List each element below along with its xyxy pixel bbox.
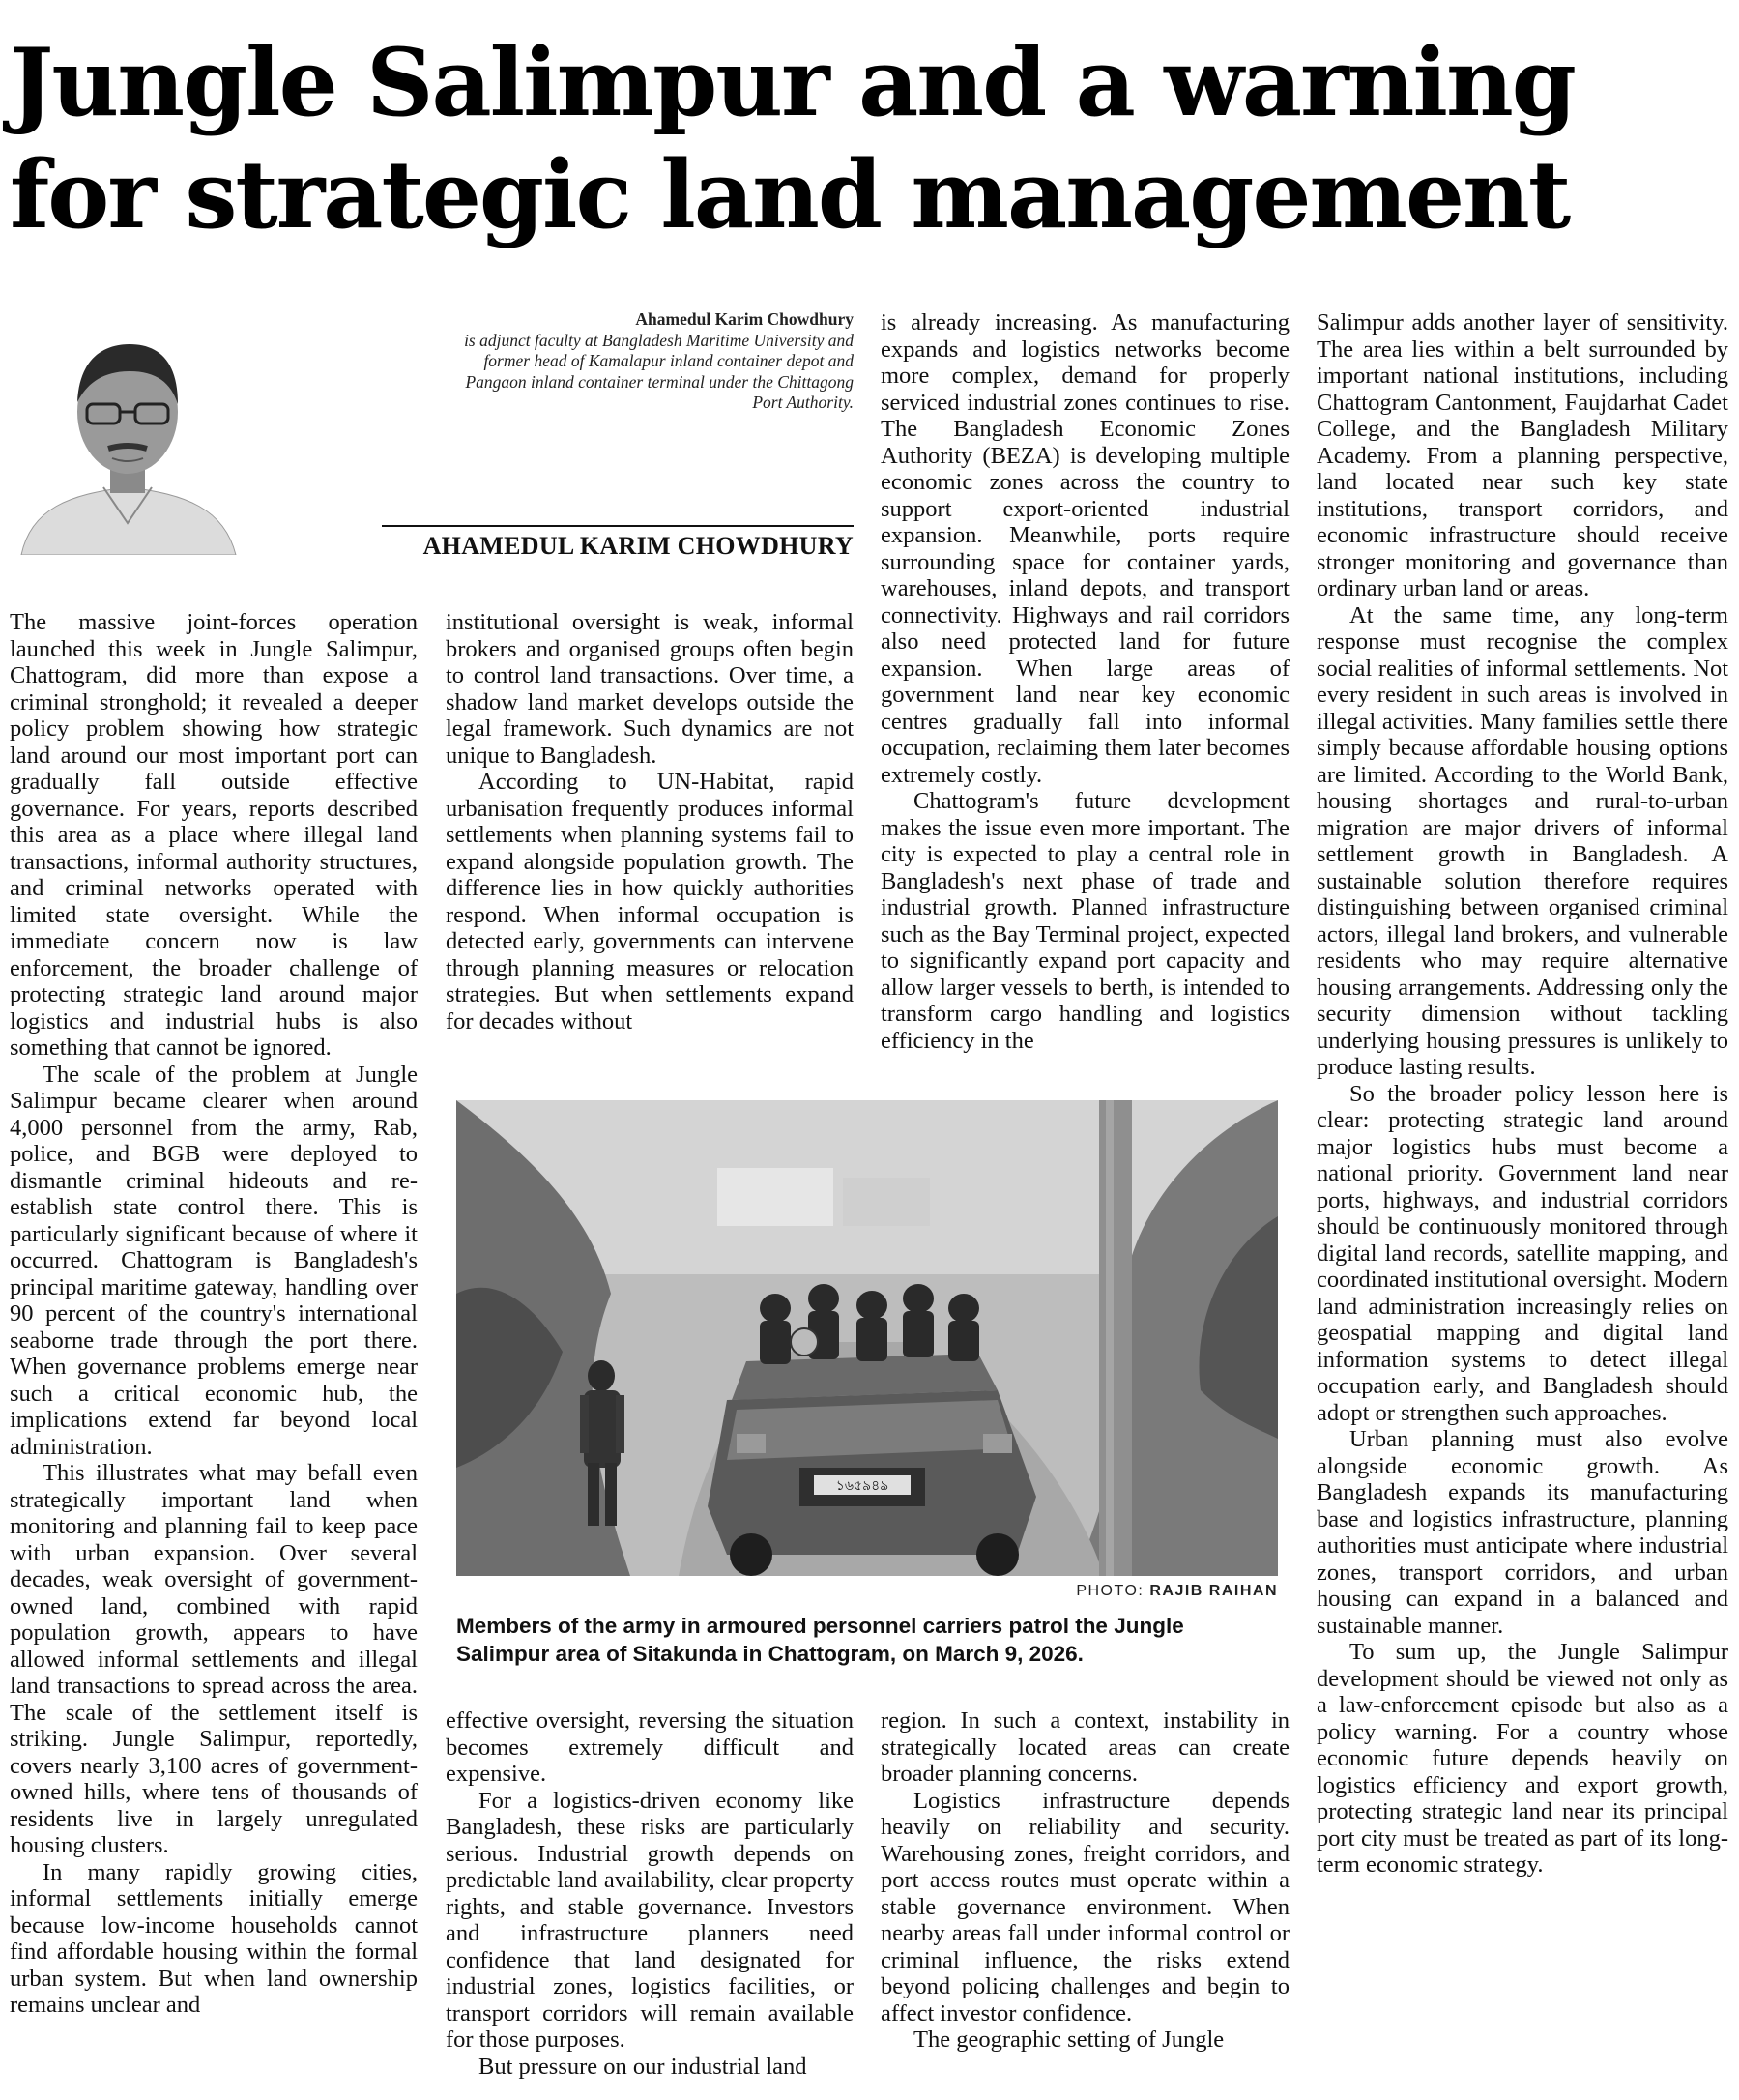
- paragraph: institutional oversight is weak, informal brokers and organised groups often begin to control land transactions. Over time, a shadow land market develops outside the legal framework. Such dynamics are not unique to Bangladesh.: [446, 609, 854, 769]
- paragraph: Logistics infrastructure depends heavily on reliability and security. Warehousing zones, freight corridors, and port access routes must operate within a stable governance environment. When nearby areas fall under informal control or criminal influence, the risks extend beyond policing challenges and begin to affect investor confidence.: [881, 1787, 1290, 2027]
- column-1: [10, 609, 418, 2019]
- author-bio: [462, 309, 854, 414]
- column-2-top: [446, 609, 854, 1035]
- paragraph: For a logistics-driven economy like Bangladesh, these risks are particularly serious. Industrial growth depends on predictable land availability, clear property rights, and stable governance. Investors and infrastructure planners need confidence that land designated for industrial zones, logistics facilities, or transport corridors will remain available for those purposes.: [446, 1787, 854, 2053]
- byline-rule: [382, 525, 854, 527]
- paragraph: The geographic setting of Jungle: [913, 2027, 1225, 2053]
- column-3-bottom: [881, 1707, 1290, 2054]
- paragraph: Urban planning must also evolve alongside economic growth. As Bangladesh expands its manufacturing base and logistics infrastructure, planning authorities must anticipate where industrial zones, transport corridors, and urban housing can expand in a balanced and sustainable manner.: [1317, 1426, 1728, 1639]
- byline: AHAMEDUL KARIM CHOWDHURY: [422, 532, 854, 560]
- photo-credit-name: RAJIB RAIHAN: [1149, 1583, 1278, 1599]
- paragraph: region. In such a context, instability in strategically located areas can create broader planning concerns.: [881, 1707, 1290, 1787]
- paragraph: Chattogram's future development makes the issue even more important. The city is expected to play a central role in Bangladesh's next phase of trade and industrial growth. Planned infrastructure such as the Bay Terminal project, expected to significantly expand port capacity and allow larger vessels to berth, is intended to transform cargo handling and logistics efficiency in the: [881, 788, 1290, 1054]
- photo-credit: [456, 1583, 1278, 1600]
- column-3-top: [881, 309, 1290, 1054]
- paragraph: Salimpur adds another layer of sensitivity. The area lies within a belt surrounded by important national institutions, including Chattogram Cantonment, Faujdarhat Cadet College, and the Bangladesh Military Academy. From a planning perspective, land located near such key state institutions, transport corridors, and economic infrastructure should receive stronger monitoring and governance than ordinary urban land or areas.: [1317, 309, 1728, 601]
- paragraph: This illustrates what may befall even strategically important land when monitoring and planning fail to keep pace with urban expansion. Over several decades, weak oversight of government-owned land, combined with rapid population growth, appears to have allowed informal settlements and illegal land transactions to spread across the area. The scale of the settlement itself is striking. Jungle Salimpur, reportedly, covers nearly 3,100 acres of government-owned hills, where tens of thousands of residents live in largely unregulated housing clusters.: [10, 1460, 418, 1858]
- vehicle-plate: ১৬৫৯৪৯: [835, 1478, 889, 1494]
- paragraph: In many rapidly growing cities, informal settlements initially emerge because low-income households cannot find affordable housing within the formal urban system. But when land ownership remains unclear and: [10, 1858, 418, 2018]
- paragraph: The massive joint-forces operation launched this week in Jungle Salimpur, Chattogram, did more than expose a criminal stronghold; it revealed a deeper policy problem showing how strategic land around our most important port can gradually fall outside effective governance. For years, reports described this area as a place where illegal land transactions, informal authority structures, and criminal networks operated with limited state oversight. While the immediate concern now is law enforcement, the broader challenge of protecting strategic land around major logistics and industrial hubs is also something that cannot be ignored.: [10, 609, 418, 1061]
- news-photo: [456, 1100, 1278, 1576]
- paragraph: To sum up, the Jungle Salimpur development should be viewed not only as a law-enforcement episode but also as a policy warning. For a country whose economic future depends heavily on logistics efficiency and export growth, protecting strategic land near its principal port city must be treated as part of its long-term economic strategy.: [1317, 1639, 1728, 1878]
- headline: Jungle Salimpur and a warning for strategic land management: [10, 28, 1575, 249]
- paragraph: The scale of the problem at Jungle Salimpur became clearer when around 4,000 personnel from the army, Rab, police, and BGB were deployed to dismantle criminal hideouts and re-establish state control there. This is particularly significant because of where it occurred. Chattogram is Bangladesh's principal maritime gateway, handling over 90 percent of the country's international seaborne trade through the port there. When governance problems emerge near such a critical economic hub, the implications extend far beyond local administration.: [10, 1061, 418, 1460]
- author-bio-text: is adjunct faculty at Bangladesh Maritime University and former head of Kamalapur inland container depot and Pangaon inland container terminal under the Chittagong Port Authority.: [464, 330, 854, 412]
- paragraph: effective oversight, reversing the situation becomes extremely difficult and expensive.: [446, 1707, 854, 1787]
- photo-credit-label: PHOTO:: [1076, 1583, 1145, 1599]
- author-photo: [12, 315, 244, 555]
- paragraph: is already increasing. As manufacturing expands and logistics networks become more complex, demand for properly serviced industrial zones continues to rise. The Bangladesh Economic Zones Authority (BEZA) is developing multiple economic zones across the country to support export-oriented industrial expansion. Meanwhile, ports require surrounding space for container yards, warehouses, inland depots, and transport connectivity. Highways and rail corridors also need protected land for future expansion. When large areas of government land near key economic centres gradually fall into informal occupation, reclaiming them later becomes extremely costly.: [881, 309, 1290, 788]
- paragraph: According to UN-Habitat, rapid urbanisation frequently produces informal settlements when planning systems fail to expand alongside population growth. The difference lies in how quickly authorities respond. When informal occupation is detected early, governments can intervene through planning measures or relocation strategies. But when settlements expand for decades without: [446, 769, 854, 1035]
- paragraph: So the broader policy lesson here is clear: protecting strategic land around major logistics hubs must become a national priority. Government land near ports, highways, and industrial corridors should be continuously monitored through digital land records, satellite mapping, and coordinated institutional oversight. Modern land administration increasingly relies on geospatial mapping and digital land information systems to detect illegal occupation early, and Bangladesh should adopt or strengthen such approaches.: [1317, 1080, 1728, 1426]
- paragraph: At the same time, any long-term response must recognise the complex social realities of informal settlements. Not every resident in such areas is involved in illegal activities. Many families settle there simply because affordable housing options are limited. According to the World Bank, housing shortages and rural-to-urban migration are major drivers of informal settlement growth in Bangladesh. A sustainable solution therefore requires distinguishing between organised criminal actors, illegal land brokers, and vulnerable residents who may require alternative housing arrangements. Addressing only the security dimension without tackling underlying housing pressures is unlikely to produce lasting results.: [1317, 601, 1728, 1080]
- photo-caption: Members of the army in armoured personnel carriers patrol the Jungle Salimpur area of Sitakunda in Chattogram, on March 9, 2026.: [456, 1614, 1184, 1666]
- column-4: [1317, 309, 1728, 1879]
- column-2-bottom: [446, 1707, 854, 2080]
- author-name: Ahamedul Karim Chowdhury: [635, 309, 854, 329]
- paragraph: But pressure on our industrial land: [478, 2053, 807, 2080]
